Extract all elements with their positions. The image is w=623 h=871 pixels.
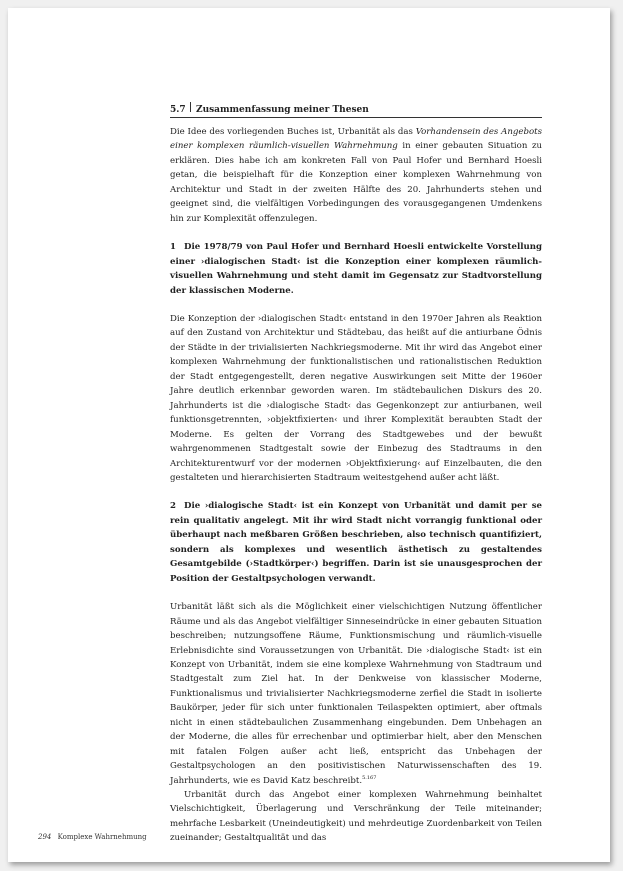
section-title: Zusammenfassung meiner Thesen bbox=[196, 105, 369, 115]
page-footer bbox=[38, 833, 147, 841]
thesis-2 bbox=[170, 499, 542, 586]
thesis-number: 2 bbox=[170, 501, 176, 512]
footnote-reference[interactable]: 5.167 bbox=[362, 774, 377, 781]
intro-text-end: in einer gebauten Situation zu erklären. Dies habe ich am konkreten Fall von Paul Hofer und Bernhard Hoesli getan, die beispielhaft für die Konzeption einer komplexen Wahrnehmung von Architektur und Stadt in der zweiten Hälfte des 20. Jahrhunderts stehen und geeignet sind, die vielfältigen Vorbedingungen des vorausgegangenen Umdenkens hin zur Komplexität offenzulegen. bbox=[170, 141, 543, 224]
header-divider bbox=[190, 102, 191, 112]
intro-emphasis: Vorhandensein des Angebots einer komplexen räumlich-visuellen Wahrnehmung bbox=[170, 127, 543, 152]
thesis-text: Die 1978/79 von Paul Hofer und Bernhard Hoesli entwickelte Vorstellung einer ›dialogischen Stadt‹ ist die Konzeption einer komplexen räumlich-visuellen Wahrnehmung und steht damit im Gegensatz zur Stadtvorstellung der klassischen Moderne. bbox=[170, 242, 542, 296]
body-text bbox=[170, 125, 542, 846]
thesis-number: 1 bbox=[170, 242, 176, 253]
paragraph-3 bbox=[170, 600, 542, 788]
paragraph-3-text: Urbanität läßt sich als die Möglichkeit einer vielschichtigen Nutzung öffentlicher Räume und als das Angebot vielfältiger Sinneseindrücke in einer gebauten Situation beschreiben; nutzungsoffene Räume, Funktionsmischung und räumlich-visuelle Erlebnisdichte sind Voraussetzungen von Urbanität. Die ›dialogische Stadt‹ ist ein Konzept von Urbanität, indem sie eine komplexe Wahrnehmung von Stadtraum und Stadtgestalt zum Ziel hat. In der Denkweise von klassischer Moderne, Funktionalismus und trivialisierter Nachkriegsmoderne zerfiel die Stadt in isolierte Baukörper, jeder für sich unter funktionalen Teilaspekten optimiert, aber oftmals nicht in einen städtebaulichen Zusammenhang eingebunden. Dem Unbehagen an der Moderne, die alles für errechenbar und optimierbar hielt, aber den Menschen mit fatalen Folgen außer acht ließ, entspricht das Unbehagen der Gestaltpsychologen an den positivistischen Naturwissenschaften des 19. Jahrhunderts, wie es David Katz beschreibt. bbox=[170, 602, 542, 786]
intro-text-start: Die Idee des vorliegenden Buches ist, Urbanität als das bbox=[170, 127, 416, 137]
book-page bbox=[8, 8, 610, 862]
paragraph-4: Urbanität durch das Angebot einer komplexen Wahrnehmung beinhaltet Vielschichtigkeit, Überlagerung und Verschränkung der Teile miteinander; mehrfache Lesbarkeit (Uneindeutigkeit) und mehrdeutige Zuordenbarkeit von Teilen zueinander; Gestaltqualität und das bbox=[170, 790, 542, 844]
thesis-text: Die ›dialogische Stadt‹ ist ein Konzept von Urbanität und damit per se rein qualitativ angelegt. Mit ihr wird Stadt nicht vorrangig funktional oder überhaupt nach meßbaren Größen beschrieben, also technisch quantifiziert, sondern als komplexes und wesentlich ästhetisch zu gestaltendes Gesamtgebilde (›Stadtkörper‹) begriffen. Darin ist sie unausgesprochen der Position der Gestaltpsychologen verwandt. bbox=[170, 501, 542, 584]
section-header bbox=[170, 102, 542, 118]
page-number: 294 bbox=[38, 833, 52, 841]
section-number: 5.7 bbox=[170, 105, 186, 115]
thesis-1 bbox=[170, 240, 542, 298]
intro-paragraph bbox=[170, 125, 542, 226]
paragraph-2: Die Konzeption der ›dialogischen Stadt‹ entstand in den 1970er Jahren als Reaktion auf den Zustand von Architektur und Städtebau, das heißt auf die antiurbane Ödnis der Städte in der trivialisierten Nachkriegsmoderne. Mit ihr wird das Angebot einer komplexen Wahrnehmung der funktionalistischen und rationalistischen Reduktion der Stadt entgegengestellt, deren negative Auswirkungen seit Mitte der 1960er Jahre deutlich erkennbar geworden waren. Im städtebaulichen Diskurs des 20. Jahrhunderts ist die ›dialogische Stadt‹ das Gegenkonzept zur antiurbanen, weil funktionsgetrennten, ›objektfixierten‹ und ihrer Komplexität beraubten Stadt der Moderne. Es gelten der Vorrang des Stadtgewebes und der bewußt wahrgenommenen Stadtgestalt sowie der Einbezug des Stadtraums in den Architekturentwurf vor der modernen ›Objektfixierung‹ auf Einzelbauten, die den gestalteten und hierarchisierten Stadtraum weitestgehend außer acht läßt. bbox=[170, 313, 542, 483]
running-title: Komplexe Wahrnehmung bbox=[57, 833, 147, 841]
